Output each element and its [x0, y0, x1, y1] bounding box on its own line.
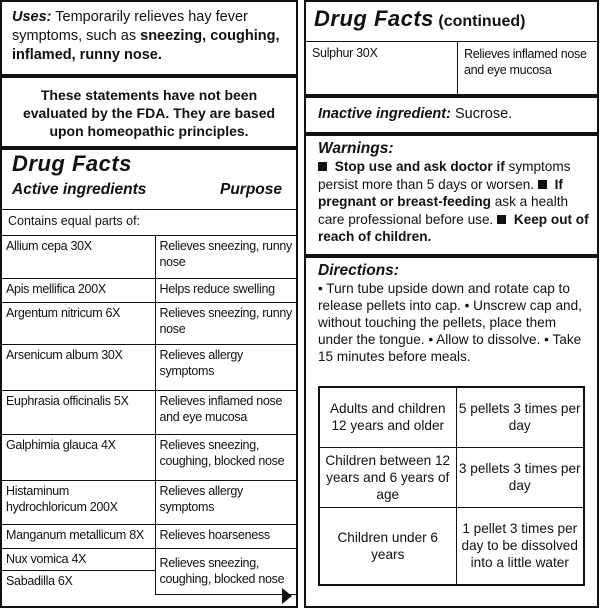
- table-row: [2, 524, 296, 548]
- ingredient-name: Manganum metallicum 8X: [2, 524, 155, 548]
- ingredient-purpose: Relieves allergy symptoms: [155, 344, 296, 390]
- ingredient-name: Apis mellifica 200X: [2, 278, 155, 302]
- table-row: [2, 548, 296, 570]
- square-bullet-icon: [538, 180, 547, 189]
- table-row: [319, 507, 584, 585]
- directions-heading: Directions:: [318, 262, 399, 279]
- ingredient-name: Allium cepa 30X: [2, 236, 155, 278]
- drug-facts-continued-header: [306, 2, 597, 42]
- dosage-table: [318, 386, 585, 586]
- inactive-ingredient: [306, 98, 597, 136]
- ingredient-name: Nux vomica 4X: [2, 548, 155, 570]
- ingredient-name: Argentum nitricum 6X: [2, 302, 155, 344]
- warning-text: symptoms persist more than 5 days or worsen.: [318, 159, 571, 192]
- left-panel: [0, 0, 298, 608]
- dosage-amount: 3 pellets 3 times per day: [456, 447, 584, 507]
- ingredient-purpose: Relieves inflamed nose and eye mucosa: [155, 390, 296, 434]
- drug-facts-header: [2, 150, 296, 210]
- dosage-age: Adults and children 12 years and older: [319, 387, 456, 447]
- ingredient-name: Galphimia glauca 4X: [2, 434, 155, 480]
- ingredient-purpose: Relieves sneezing, runny nose: [155, 236, 296, 278]
- uses-section: [2, 2, 296, 78]
- continue-arrow-icon: [282, 588, 292, 604]
- ingredient-purpose: Helps reduce swelling: [155, 278, 296, 302]
- warning-children: Keep out of reach of children.: [318, 211, 589, 244]
- uses-label: Uses:: [12, 9, 52, 25]
- table-row: [2, 390, 296, 434]
- contains-label: Contains equal parts of:: [2, 210, 296, 236]
- warnings-heading: Warnings:: [318, 140, 394, 157]
- fda-statement: These statements have not been evaluated by the FDA. They are based upon homeopathic principles.: [2, 78, 296, 150]
- ingredients-table: [2, 236, 296, 595]
- ingredient-purpose: Relieves sneezing, runny nose: [155, 302, 296, 344]
- warning-stop-use: Stop use and ask doctor: [334, 159, 493, 174]
- ingredient-name: Euphrasia officinalis 5X: [2, 390, 155, 434]
- drug-facts-title: Drug Facts: [12, 151, 132, 176]
- directions-section: [306, 258, 597, 384]
- warning-text: ask a health care professional before use.: [318, 194, 569, 227]
- dosage-amount: 5 pellets 3 times per day: [456, 387, 584, 447]
- table-row: [319, 447, 584, 507]
- warnings-section: [306, 136, 597, 258]
- inactive-value: Sucrose.: [450, 106, 513, 122]
- dosage-amount: 1 pellet 3 times per day to be dissolved into a little water: [456, 507, 584, 585]
- ingredient-purpose: Relieves hoarseness: [155, 524, 296, 548]
- ingredient-purpose: Relieves sneezing, coughing, blocked nose: [155, 434, 296, 480]
- ingredient-name: Arsenicum album 30X: [2, 344, 155, 390]
- warning-pregnant: If pregnant or breast-feeding: [318, 176, 563, 209]
- warning-if: if: [496, 159, 505, 174]
- ingredient-purpose: Relieves allergy symptoms: [155, 480, 296, 524]
- sulphur-row: [306, 42, 597, 98]
- uses-text: Temporarily relieves hay fever symptoms, such as: [12, 9, 248, 44]
- right-panel: [304, 0, 599, 608]
- ingredient-purpose: Relieves inflamed nose and eye mucosa: [464, 47, 587, 77]
- uses-symptoms: sneezing, coughing, inflamed, runny nose.: [12, 28, 280, 63]
- table-row: [319, 387, 584, 447]
- drug-facts-title: Drug Facts: [314, 6, 434, 31]
- square-bullet-icon: [318, 162, 327, 171]
- ingredient-name: Histaminum hydrochloricum 200X: [2, 480, 155, 524]
- table-row: [2, 236, 296, 278]
- table-row: [2, 480, 296, 524]
- inactive-label: Inactive ingredient:: [318, 106, 451, 122]
- table-row: [2, 434, 296, 480]
- dosage-age: Children between 12 years and 6 years of age: [319, 447, 456, 507]
- square-bullet-icon: [497, 215, 506, 224]
- ingredient-purpose: Relieves sneezing, coughing, blocked nose: [155, 548, 296, 594]
- active-ingredients-label: Active ingredients: [12, 181, 147, 198]
- directions-text: • Turn tube upside down and rotate cap to release pellets into cap. • Unscrew cap and, without touching the pellets, place them under the tongue. • Allow to dissolve. • Take 15 minutes before meals.: [318, 281, 582, 364]
- table-row: [2, 278, 296, 302]
- table-row: [2, 344, 296, 390]
- ingredient-name: Sabadilla 6X: [2, 570, 155, 594]
- dosage-wrap: [306, 384, 597, 586]
- continued-label: (continued): [438, 13, 526, 30]
- table-row: [2, 302, 296, 344]
- ingredient-name: Sulphur 30X: [306, 42, 458, 94]
- dosage-age: Children under 6 years: [319, 507, 456, 585]
- purpose-label: Purpose: [219, 181, 282, 198]
